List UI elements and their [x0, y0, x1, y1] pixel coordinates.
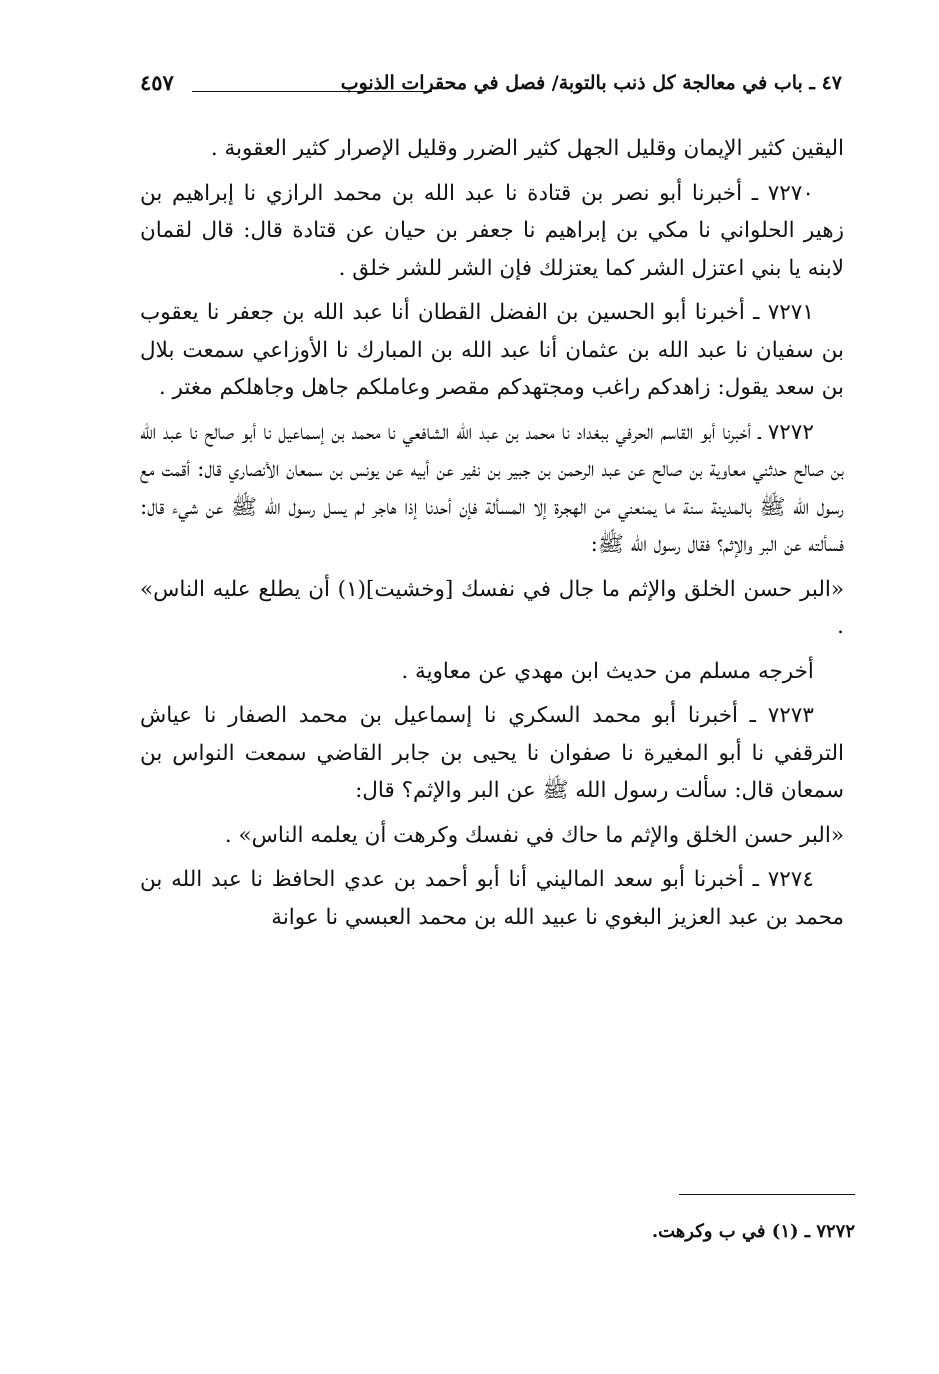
paragraph-continuation: اليقين كثير الإيمان وقليل الجهل كثير الضرر وقليل الإصرار كثير العقوبة . — [210, 136, 844, 161]
hadith-7273: ٧٢٧٣ ـ أخبرنا أبو محمد السكري نا إسماعيل بن محمد الصفار نا عياش الترقفي نا أبو المغيرة نا صفوان نا يحيى بن جابر القاضي سمعت النواس بن سمعان قال: سألت رسول الله ﷺ عن البر والإثم؟ قال: — [140, 703, 844, 803]
hadith-quote: «البر حسن الخلق والإثم ما جال في نفسك [وخشيت](١) أن يطلع عليه الناس» . — [140, 576, 845, 639]
hadith-7272: ٧٢٧٢ ـ أخبرنا أبو القاسم الحرفي ببغداد نا محمد بن عبد الله الشافعي نا محمد بن إسماعيل نا أبو صالح نا عبد الله بن صالح حدثني معاوية بن صالح عن عبد الرحمن بن جبير بن نفير عن أبيه عن يونس بن سمعان الأنصاري قال: أقمت مع رسول الله ﷺ بالمدينة سنة ما يمنعني من الهجرة إلا المسألة فإن أحدنا إذا هاجر لم يسل رسول الله ﷺ عن شيء قال: فسألته عن البر والإثم؟ فقال رسول الله ﷺ: — [140, 419, 844, 557]
hadith-quote: «البر حسن الخلق والإثم ما حاك في نفسك وكرهت أن يعلمه الناس» . — [224, 822, 844, 848]
header-title: ٤٧ ـ باب في معالجة كل ذنب بالتوبة/ فصل في محقرات الذنوب — [340, 72, 842, 94]
header-rule — [192, 91, 432, 92]
hadith-7274: ٧٢٧٤ ـ أخبرنا أبو سعد الماليني أنا أبو أحمد بن عدي الحافظ نا عبد الله بن محمد بن عبد العزيز البغوي نا عبيد الله بن محمد العبسي نا عوانة — [140, 867, 844, 930]
hadith-7270: ٧٢٧٠ ـ أخبرنا أبو نصر بن قتادة نا عبد الله بن محمد الرازي نا إبراهيم بن زهير الحلواني نا مكي بن إبراهيم نا جعفر بن حيان عن قتادة قال: قال لقمان لابنه يا بني اعتزل الشر كما يعتزلك فإن الشر للشر خلق . — [140, 180, 844, 281]
takhrij-note: أخرجه مسلم من حديث ابن مهدي عن معاوية . — [401, 658, 814, 684]
running-header — [140, 64, 842, 104]
footnote: ٧٢٧٢ ـ (١) في ب وكرهت. — [651, 1221, 855, 1242]
page-body — [140, 130, 844, 943]
footnote-rule — [679, 1194, 855, 1195]
hadith-7271: ٧٢٧١ ـ أخبرنا أبو الحسين بن الفضل القطان أنا عبد الله بن جعفر نا يعقوب بن سفيان نا عبد الله بن عثمان أنا عبد الله بن المبارك نا الأوزاعي سمعت بلال بن سعد يقول: زاهدكم راغب ومجتهدكم مقصر وعاملكم جاهل وجاهلكم مغتر . — [140, 300, 844, 400]
page-number: ٤٥٧ — [140, 70, 174, 95]
